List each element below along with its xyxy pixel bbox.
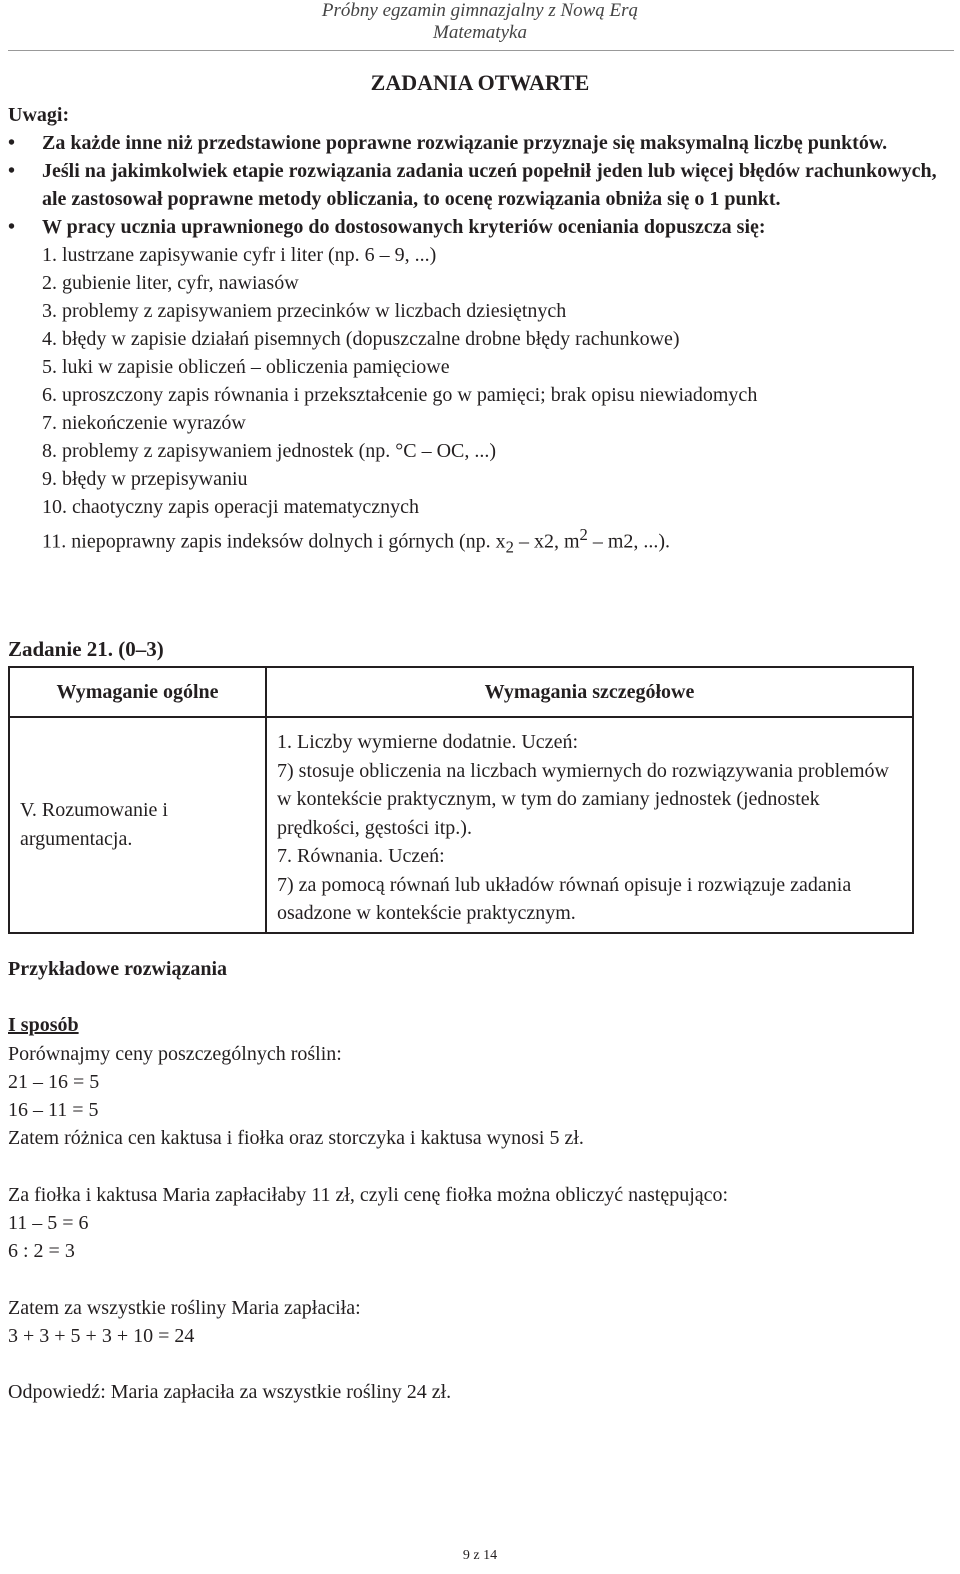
notes-label: Uwagi: [8, 104, 70, 126]
criteria-item: 4. błędy w zapisie działań pisemnych (dopuszczalne drobne błędy rachunkowe) [42, 328, 680, 350]
criteria-11-superscript: 2 [579, 525, 588, 544]
notes-block [8, 101, 953, 562]
general-requirement-line: argumentacja. [20, 827, 133, 850]
criteria-item: 10. chaotyczny zapis operacji matematycznych [42, 496, 420, 518]
criteria-list [8, 241, 953, 562]
solution-line: Zatem różnica cen kaktusa i fiołka oraz storczyka i kaktusa wynosi 5 zł. [8, 1127, 584, 1150]
equation: 11 – 5 = 6 [8, 1212, 89, 1235]
equation: 3 + 3 + 5 + 3 + 10 = 24 [8, 1324, 195, 1347]
general-requirement-line: V. Rozumowanie i [20, 799, 168, 822]
method-title: I sposób [8, 1014, 79, 1037]
note-bullet-1: • Za każde inne niż przedstawione poprawne rozwiązanie przyznaje się maksymalną liczbę punktów. [8, 129, 953, 157]
header-general-requirement: Wymaganie ogólne [9, 667, 266, 717]
note-bullet-2: • Jeśli na jakimkolwiek etapie rozwiązania zadania uczeń popełnił jeden lub więcej błędów rachunkowych, ale zastosował poprawne metody obliczania, to ocenę rozwiązania obniża się o 1 punkt. [8, 157, 953, 213]
specific-requirement: 7) stosuje obliczenia na liczbach wymiernych do rozwiązywania problemów w kontekście praktycznym, w tym do zamiany jednostek (jednostek prędkości, gęstości itp.). [277, 759, 890, 839]
solution-line: Zatem za wszystkie rośliny Maria zapłaciła: [8, 1296, 361, 1319]
equation: 21 – 16 = 5 [8, 1070, 100, 1093]
equation: 6 : 2 = 3 [8, 1240, 75, 1263]
page-header [0, 0, 960, 44]
task-title: Zadanie 21. (0–3) [8, 637, 164, 661]
criteria-item: 6. uproszczony zapis równania i przekształcenie go w pamięci; brak opisu niewiadomych [42, 384, 758, 406]
solution-line: Za fiołka i kaktusa Maria zapłaciłaby 11 zł, czyli cenę fiołka można obliczyć następująco: [8, 1183, 729, 1206]
section-title: ZADANIA OTWARTE [370, 70, 590, 95]
criteria-item: 2. gubienie liter, cyfr, nawiasów [42, 272, 299, 294]
header-specific-requirements: Wymagania szczegółowe [266, 667, 913, 717]
note-bullet-3: • W pracy ucznia uprawnionego do dostosowanych kryteriów oceniania dopuszcza się: [8, 213, 953, 241]
criteria-item: 3. problemy z zapisywaniem przecinków w liczbach dziesiętnych [42, 300, 567, 322]
criteria-item-11 [42, 521, 953, 562]
criteria-11-text: 11. niepoprawny zapis indeksów dolnych i górnych (np. x [42, 530, 506, 553]
requirements-table [8, 666, 914, 934]
table-row [9, 717, 913, 933]
solution-line: Porównajmy ceny poszczególnych roślin: [8, 1042, 342, 1065]
equation: 16 – 11 = 5 [8, 1099, 99, 1122]
solutions-title: Przykładowe rozwiązania [8, 958, 228, 980]
specific-requirement: 7. Równania. Uczeń: [277, 845, 445, 867]
solutions-block [8, 955, 953, 1407]
criteria-11-text-end: – m2, ...). [587, 530, 671, 553]
general-requirement-cell [9, 717, 266, 933]
criteria-item: 5. luki w zapisie obliczeń – obliczenia pamięciowe [42, 356, 450, 378]
criteria-item: 7. niekończenie wyrazów [42, 412, 246, 434]
header-exam-title: Próbny egzamin gimnazjalny z Nową Erą [321, 0, 639, 21]
criteria-11-text-middle: – x2, m [513, 530, 580, 553]
criteria-item: 9. błędy w przepisywaniu [42, 468, 248, 490]
criteria-item: 8. problemy z zapisywaniem jednostek (np. °C – OC, ...) [42, 440, 497, 462]
header-subject: Matematyka [433, 22, 527, 43]
specific-requirement: 1. Liczby wymierne dodatnie. Uczeń: [277, 731, 578, 753]
specific-requirement: 7) za pomocą równań lub układów równań opisuje i rozwiązuje zadania osadzone w kontekście praktycznym. [277, 873, 852, 924]
criteria-11-subscript: 2 [505, 537, 514, 557]
specific-requirements-cell [266, 717, 913, 933]
table-header-row [9, 667, 913, 717]
criteria-item: 1. lustrzane zapisywanie cyfr i liter (np. 6 – 9, ...) [42, 244, 437, 266]
header-divider [8, 50, 954, 51]
answer: Odpowiedź: Maria zapłaciła za wszystkie rośliny 24 zł. [8, 1381, 452, 1404]
page-number: 9 z 14 [462, 1548, 498, 1563]
